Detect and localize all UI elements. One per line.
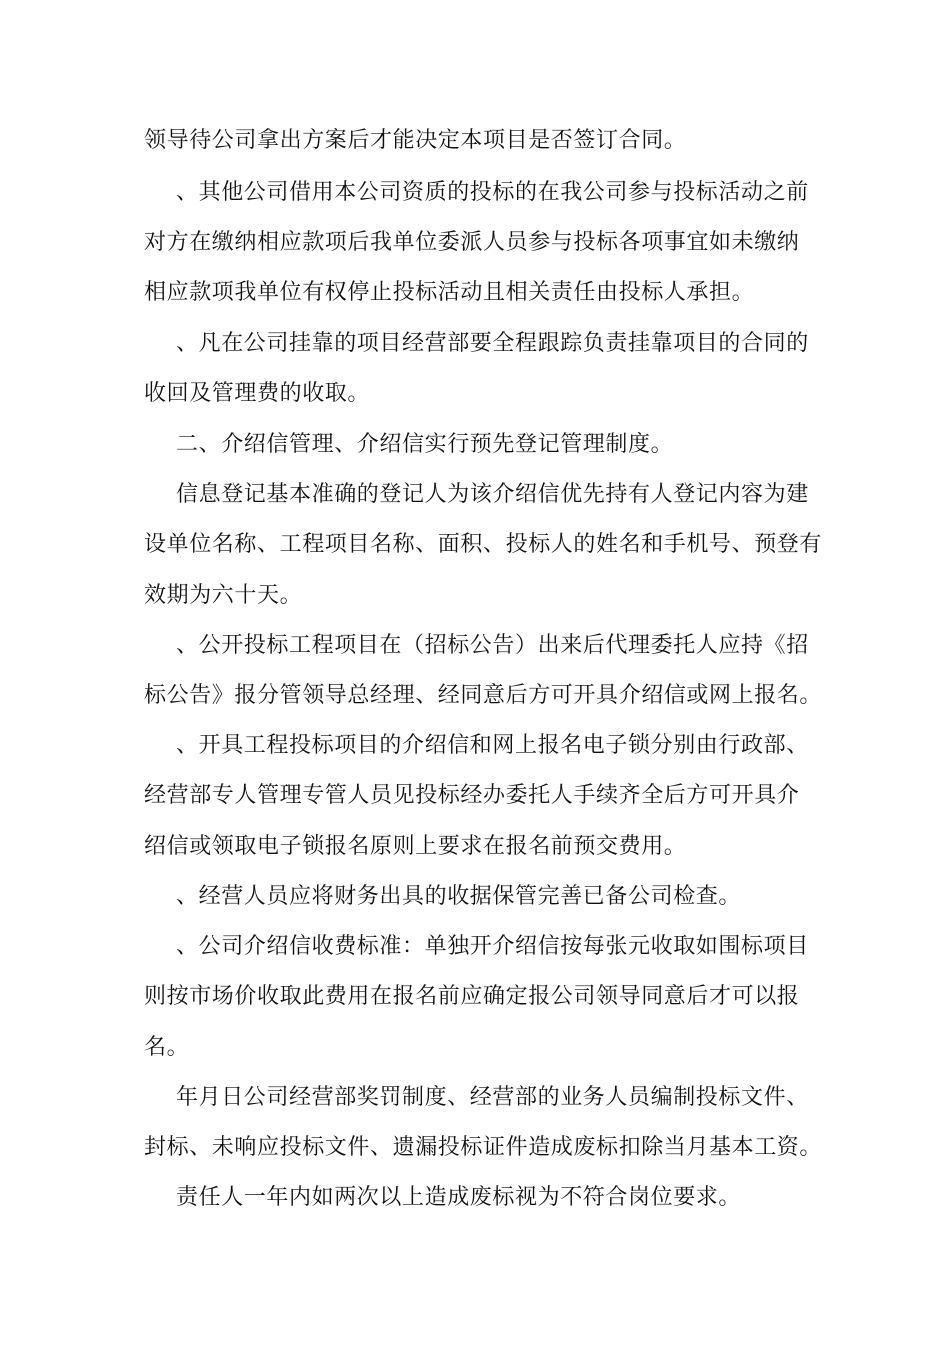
text-line: 、公司介绍信收费标准：单独开介绍信按每张元收取如围标项目 <box>176 934 809 959</box>
text-line: 收回及管理费的收取。 <box>144 381 371 406</box>
text-line: 名。 <box>144 1035 190 1060</box>
text-line: 责任人一年内如两次以上造成废标视为不符合岗位要求。 <box>176 1185 742 1210</box>
section-heading: 二、介绍信管理、介绍信实行预先登记管理制度。 <box>176 432 674 457</box>
text-line: 、公开投标工程项目在（招标公告）出来后代理委托人应持《招 <box>176 633 809 658</box>
text-line: 经营部专人管理专管人员见投标经办委托人手续齐全后方可开具介 <box>144 783 800 808</box>
text-line: 封标、未响应投标文件、遗漏投标证件造成废标扣除当月基本工资。 <box>144 1135 823 1160</box>
text-line: 信息登记基本准确的登记人为该介绍信优先持有人登记内容为建 <box>176 482 809 507</box>
text-line: 、经营人员应将财务出具的收据保管完善已备公司检查。 <box>176 884 742 909</box>
text-line: 标公告》报分管领导总经理、经同意后方可开具介绍信或网上报名。 <box>144 683 823 708</box>
text-line: 绍信或领取电子锁报名原则上要求在报名前预交费用。 <box>144 834 687 859</box>
text-line: 年月日公司经营部奖罚制度、经营部的业务人员编制投标文件、 <box>176 1085 809 1110</box>
text-line: 、凡在公司挂靠的项目经营部要全程跟踪负责挂靠项目的合同的 <box>176 331 809 356</box>
text-line: 、其他公司借用本公司资质的投标的在我公司参与投标活动之前 <box>176 180 809 205</box>
text-line: 、开具工程投标项目的介绍信和网上报名电子锁分别由行政部、 <box>176 733 809 758</box>
text-line: 领导待公司拿出方案后才能决定本项目是否签订合同。 <box>144 128 687 153</box>
text-line: 效期为六十天。 <box>144 583 303 608</box>
text-line: 则按市场价收取此费用在报名前应确定报公司领导同意后才可以报 <box>144 984 800 1009</box>
text-line: 对方在缴纳相应款项后我单位委派人员参与投标各项事宜如未缴纳 <box>144 230 800 255</box>
text-line: 设单位名称、工程项目名称、面积、投标人的姓名和手机号、预登有 <box>144 532 823 557</box>
text-line: 相应款项我单位有权停止投标活动且相关责任由投标人承担。 <box>144 280 755 305</box>
